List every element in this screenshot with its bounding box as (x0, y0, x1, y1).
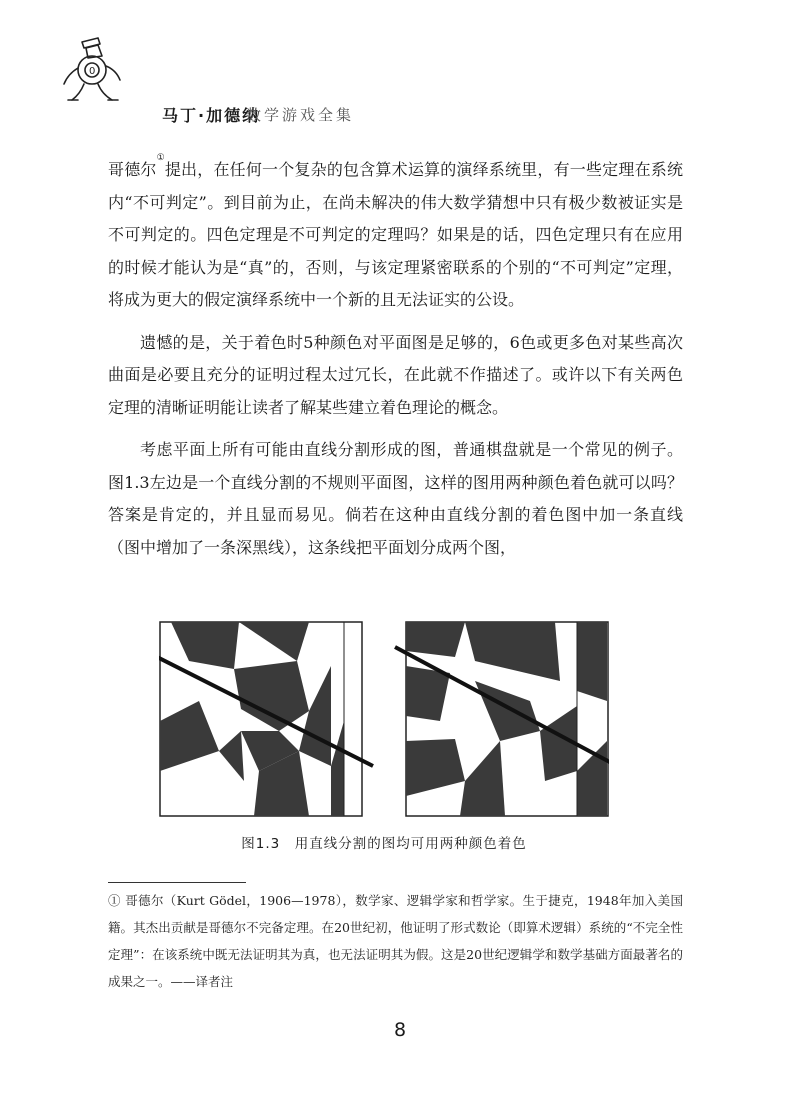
svg-text:0: 0 (89, 66, 96, 77)
paragraph-2: 遗憾的是，关于着色时5种颜色对平面图是足够的，6色或更多色对某些高次曲面是必要且充分的证明过程太过冗长，在此就不作描述了。或许以下有关两色定理的清晰证明能让读者了解某些建立着色理论的概念。 (108, 332, 683, 417)
footnote: ① 哥德尔（Kurt Gödel，1906—1978），数学家、逻辑学家和哲学家。生于捷克，1948年加入美国籍。其杰出贡献是哥德尔不完备定理。在20世纪初，他证明了形式数论（即算术逻辑）系统的“不完全性定理”：在该系统中既无法证明其为真，也无法证明其为假。这是20世纪逻辑学和数学基础方面最著名的成果之一。——译者注 (108, 893, 683, 989)
footnote-rule (108, 882, 246, 883)
paragraph-3: 考虑平面上所有可能由直线分割形成的图，普通棋盘就是一个常见的例子。图1.3左边是一个直线分割的不规则平面图，这样的图用两种颜色着色就可以吗？答案是肯定的，并且显而易见。倘若在这种由直线分割的着色图中加一条直线（图中增加了一条深黑线），这条线把平面划分成两个图， (108, 440, 683, 557)
body-text (108, 154, 683, 574)
paragraph-1-rest: 提出，在任何一个复杂的包含算术运算的演绎系统里，有一些定理在系统内“不可判定”。到目前为止，在尚未解决的伟大数学猜想中只有极少数被证实是不可判定的。四色定理是不可判定的定理吗？如果是的话，四色定理只有在应用的时候才能认为是“真”的，否则，与该定理紧密联系的个别的“不可判定”定理，将成为更大的假定演绎系统中一个新的且无法证实的公设。 (108, 160, 683, 309)
figure-1-3 (159, 621, 609, 817)
dark-region (406, 622, 465, 657)
page-number: 8 (393, 1019, 407, 1041)
paragraph-1 (108, 154, 683, 317)
left-line-map (159, 622, 373, 816)
dark-region (577, 622, 607, 701)
header-series-title: 数学游戏全集 (246, 106, 355, 124)
paragraph-1-lead: 哥德尔 (108, 160, 157, 179)
footnote-reference[interactable]: ① (156, 153, 165, 163)
header-author: 马丁·加德纳 (162, 106, 261, 125)
right-line-map (395, 622, 609, 816)
figure-caption: 图1.3 用直线分割的图均可用两种颜色着色 (241, 836, 527, 852)
running-header (58, 30, 458, 125)
mascot-logo-icon (58, 30, 130, 110)
